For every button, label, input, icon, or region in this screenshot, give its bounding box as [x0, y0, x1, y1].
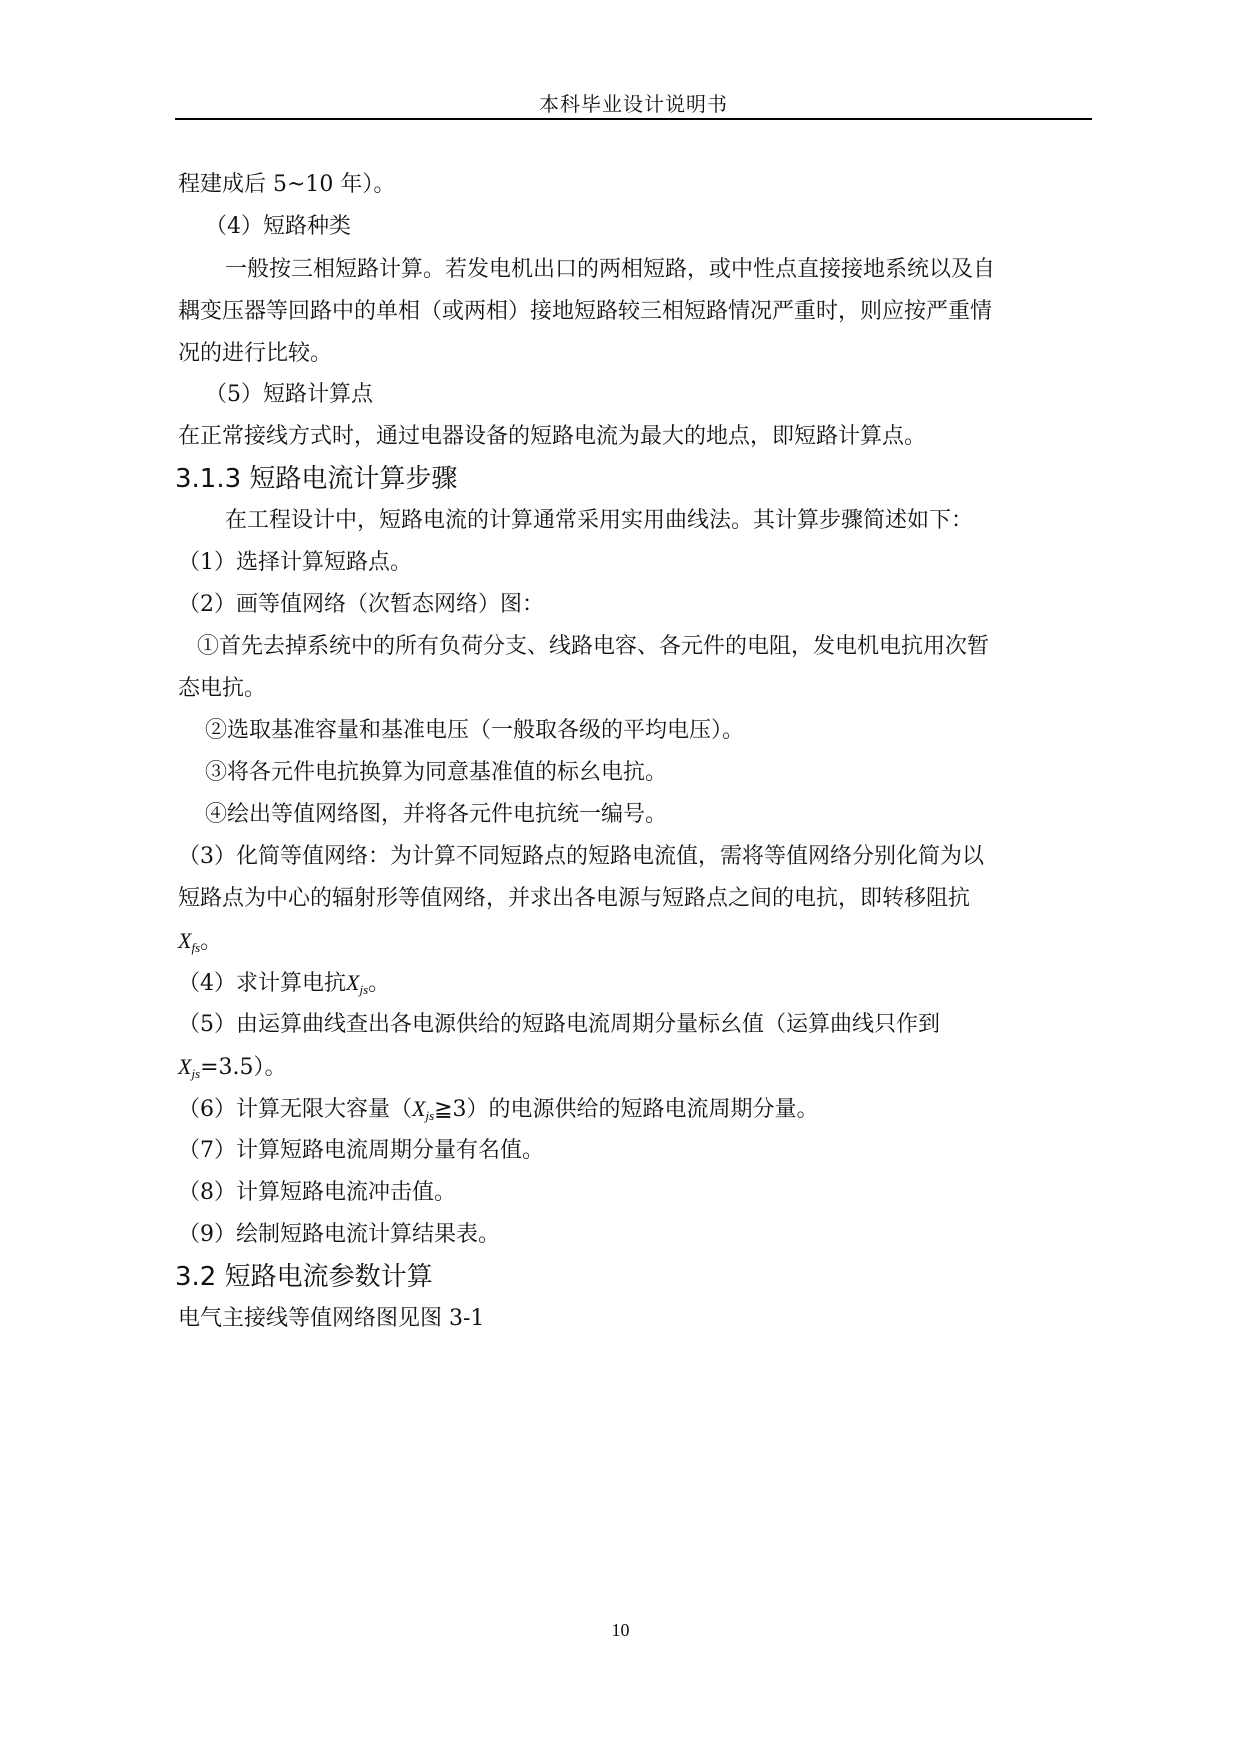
math-variable: $X_{js}$ — [346, 970, 369, 997]
list-item: （7）计算短路电流周期分量有名值。 — [178, 1138, 544, 1163]
list-item-heading: （5）短路计算点 — [205, 382, 373, 407]
sub-list-item: ②选取基准容量和基准电压（一般取各级的平均电压）。 — [205, 718, 745, 743]
header-divider — [175, 118, 1092, 120]
paragraph-line: 况的进行比较。 — [178, 341, 333, 366]
list-item: （1）选择计算短路点。 — [178, 550, 412, 575]
paragraph-line: 程建成后 5~10 年）。 — [178, 172, 396, 197]
list-item: （3）化简等值网络：为计算不同短路点的短路电流值，需将等值网络分别化简为以 — [178, 844, 984, 869]
section-heading: 3.2 短路电流参数计算 — [175, 1262, 433, 1292]
list-item: （9）绘制短路电流计算结果表。 — [178, 1222, 500, 1247]
formula-line: $X_{fs}$。 — [178, 928, 223, 955]
list-item-heading: （4）短路种类 — [205, 214, 351, 239]
list-item: （5）由运算曲线查出各电源供给的短路电流周期分量标幺值（运算曲线只作到 — [178, 1012, 940, 1037]
math-variable: $X_{js}$ — [412, 1096, 435, 1123]
section-heading: 3.1.3 短路电流计算步骤 — [175, 464, 458, 494]
page-number: 10 — [611, 1620, 630, 1640]
formula-line: $X_{js}=3.5$）。 — [178, 1054, 287, 1081]
page-header-title: 本科毕业设计说明书 — [539, 92, 728, 116]
sub-list-item: ③将各元件电抗换算为同意基准值的标幺电抗。 — [205, 760, 668, 785]
sub-list-item: ①首先去掉系统中的所有负荷分支、线路电容、各元件的电阻，发电机电抗用次暂 — [197, 634, 990, 659]
list-item: （6）计算无限大容量$(X_{js}≧3)$的电源供给的短路电流周期分量。 — [178, 1096, 819, 1123]
math-variable: $X_{fs}$ — [178, 928, 201, 955]
paragraph-line: 一般按三相短路计算。若发电机出口的两相短路，或中性点直接接地系统以及自 — [225, 257, 996, 282]
list-item: （2）画等值网络（次暂态网络）图： — [178, 592, 544, 617]
paragraph-line: 态电抗。 — [178, 676, 267, 701]
paragraph-line: 在工程设计中，短路电流的计算通常采用实用曲线法。其计算步骤简述如下： — [225, 508, 974, 533]
sub-list-item: ④绘出等值网络图，并将各元件电抗统一编号。 — [205, 802, 668, 827]
paragraph-line: 在正常接线方式时，通过电器设备的短路电流为最大的地点，即短路计算点。 — [178, 424, 927, 449]
paragraph-line: 短路点为中心的辐射形等值网络，并求出各电源与短路点之间的电抗，即转移阻抗 — [178, 886, 971, 911]
paragraph-line: 电气主接线等值网络图见图 3-1 — [178, 1306, 485, 1331]
list-item: （8）计算短路电流冲击值。 — [178, 1180, 456, 1205]
list-item: （4）求计算电抗$X_{js}$。 — [178, 970, 391, 997]
paragraph-line: 耦变压器等回路中的单相（或两相）接地短路较三相短路情况严重时，则应按严重情 — [178, 299, 993, 324]
math-variable: $X_{js}$ — [178, 1054, 201, 1081]
